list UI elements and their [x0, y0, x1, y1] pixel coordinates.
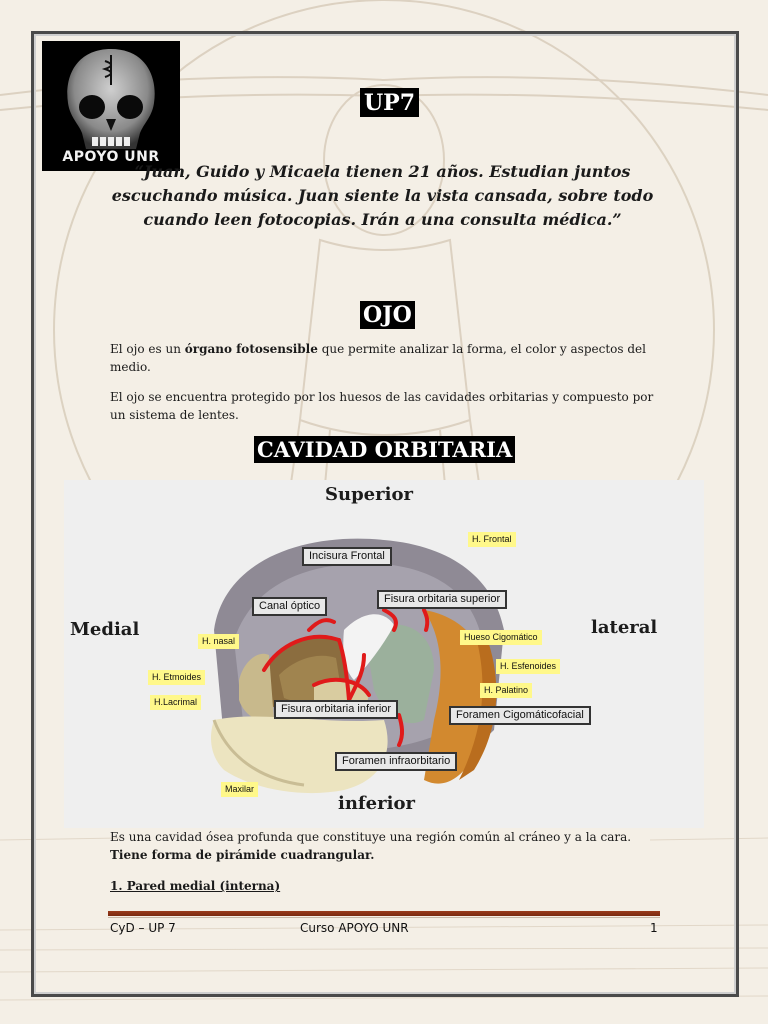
p3-text-a: Es una cavidad ósea profunda que constituye una región común al cráneo y a la cara.	[110, 830, 632, 844]
footer-divider-thin	[108, 917, 660, 918]
label-fisura-superior: Fisura orbitaria superior	[377, 590, 507, 609]
p1-text-a: El ojo es un	[110, 342, 185, 356]
label-incisura-frontal: Incisura Frontal	[302, 547, 392, 566]
label-foramen-infraorbitario: Foramen infraorbitario	[335, 752, 457, 771]
footer-center: Curso APOYO UNR	[300, 921, 409, 935]
ojo-paragraph-1	[110, 340, 660, 376]
apoyo-unr-logo	[42, 41, 180, 171]
footer-page-number: 1	[650, 921, 658, 935]
ojo-paragraph-2: El ojo se encuentra protegido por los huesos de las cavidades orbitarias y compuesto por un sistema de lentes.	[110, 390, 654, 422]
section-title-ojo: OJO	[360, 301, 415, 329]
p3-text-bold: Tiene forma de pirámide cuadrangular.	[110, 848, 375, 862]
label-h-etmoides: H. Etmoides	[148, 670, 205, 685]
label-h-lacrimal: H.Lacrimal	[150, 695, 201, 710]
label-h-palatino: H. Palatino	[480, 683, 532, 698]
section-title-cavidad: CAVIDAD ORBITARIA	[254, 436, 515, 463]
logo-text: APOYO UNR	[62, 149, 160, 165]
direction-lateral: lateral	[591, 617, 658, 638]
list-item-pared-medial: 1. Pared medial (interna)	[110, 879, 281, 893]
label-fisura-inferior: Fisura orbitaria inferior	[274, 700, 398, 719]
label-canal-optico: Canal óptico	[252, 597, 327, 616]
direction-medial: Medial	[70, 619, 140, 640]
label-h-nasal: H. nasal	[198, 634, 239, 649]
label-h-frontal: H. Frontal	[468, 532, 516, 547]
p1-text-c: que permite analizar la forma, el color y aspectos del medio.	[110, 342, 646, 374]
p1-text-bold: órgano fotosensible	[184, 342, 318, 356]
orbit-illustration	[64, 480, 704, 828]
case-quote: “Juan, Guido y Micaela tienen 21 años. Estudian juntos escuchando música. Juan siente la vista cansada, sobre todo cuando leen fotocopias. Irán a una consulta médica.”	[111, 162, 654, 229]
label-h-esfenoides: H. Esfenoides	[496, 659, 560, 674]
unit-title: UP7	[360, 88, 419, 117]
label-hueso-cigomatico: Hueso Cigomático	[460, 630, 542, 645]
direction-inferior: inferior	[338, 793, 415, 814]
label-foramen-cigomaticofacial: Foramen Cigomáticofacial	[449, 706, 591, 725]
label-maxilar: Maxilar	[221, 782, 258, 797]
direction-superior: Superior	[325, 484, 413, 505]
cavidad-paragraph	[110, 828, 660, 864]
orbit-diagram	[64, 480, 704, 828]
footer-divider	[108, 911, 660, 916]
footer-left: CyD – UP 7	[110, 921, 176, 935]
